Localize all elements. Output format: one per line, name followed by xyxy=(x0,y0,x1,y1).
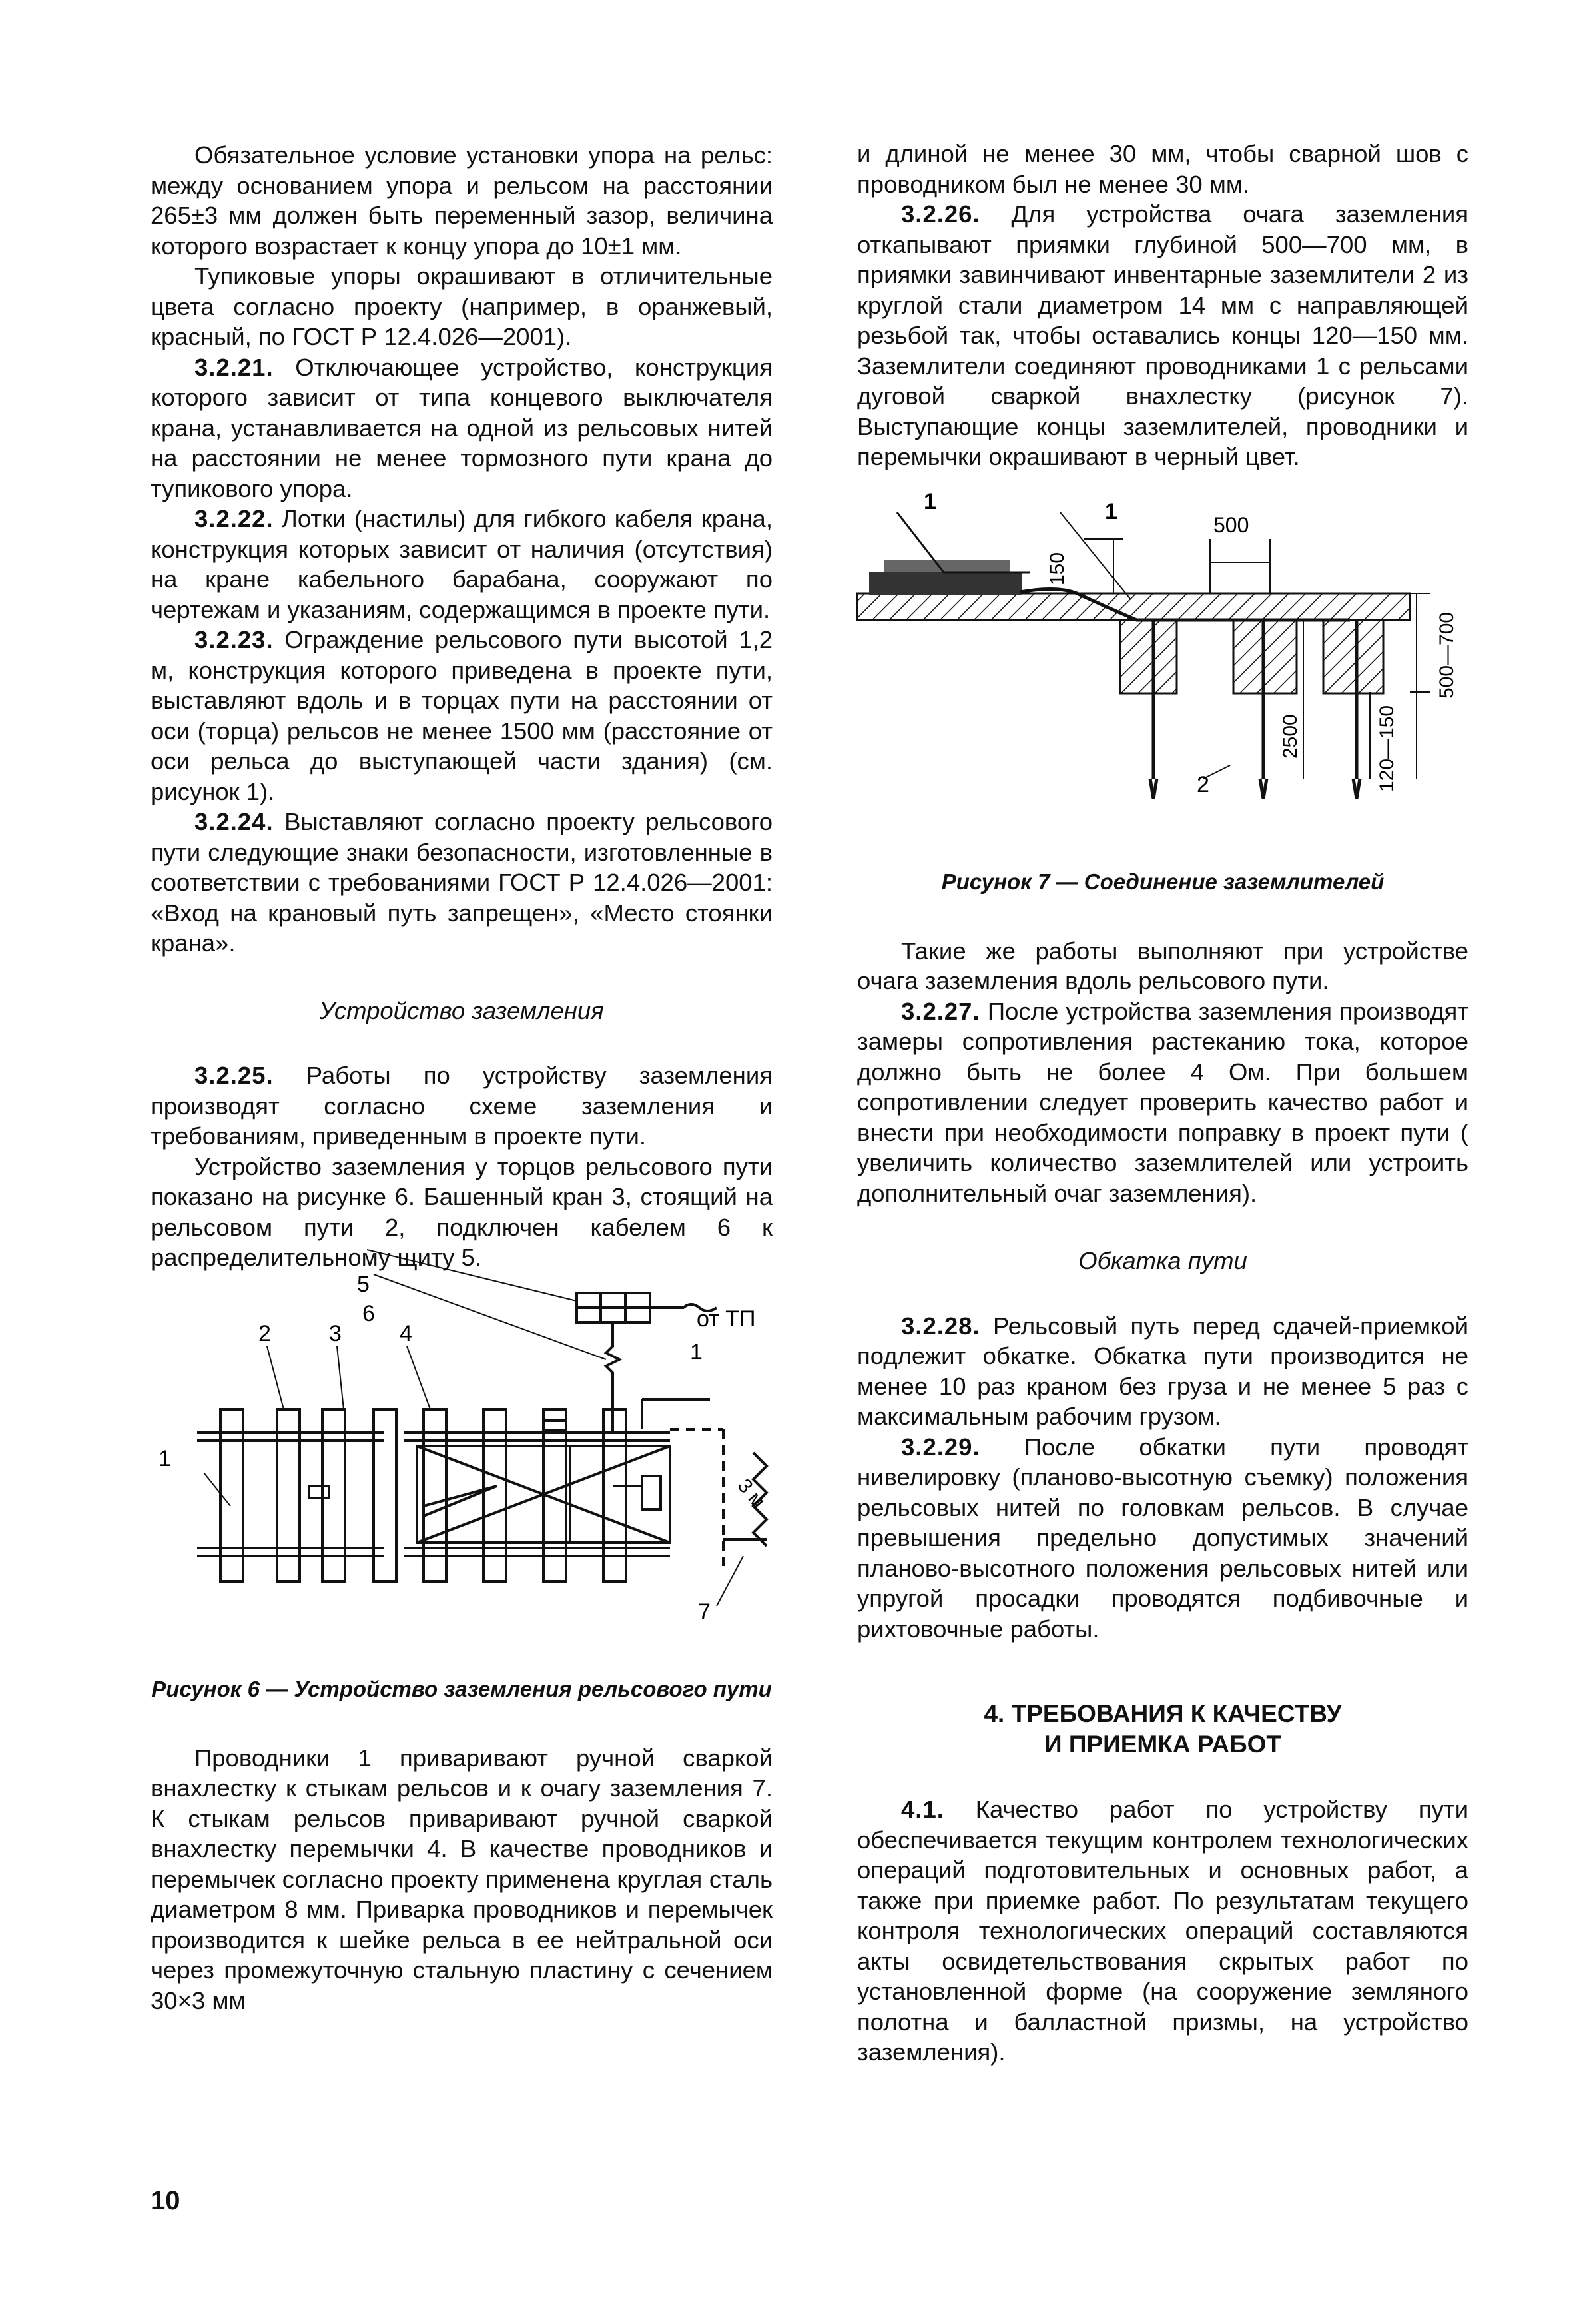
paragraph: и длиной не менее 30 мм, чтобы сварной шов с проводником был не менее 30 мм. xyxy=(857,140,1468,198)
figure-7-caption: Рисунок 7 — Соединение заземлителей xyxy=(941,869,1385,894)
subsection-heading: Устройство заземления xyxy=(319,996,604,1024)
paragraph xyxy=(857,996,1468,1209)
paragraph: Обязательное условие установки упора на рельс: между основанием упора и рельсом на расстоянии 265±3 мм должен быть переменный зазор, величина которого возрастает к концу упора до 10±1 мм. xyxy=(151,141,773,260)
paragraph-text: Отключающее устройство, конструкция которого зависит от типа концевого выключателя крана, устанавливается на одной из рельсовых нитей на расстоянии не менее тормозного пути крана до тупикового упора. xyxy=(151,353,773,502)
paragraph-text: После обкатки пути проводят нивелировку (планово-высотную съемку) положения рельсовых нитей по головкам рельсов. В случае превышения предельно допустимых значений планово-высотного положения рельсовых нитей или упругой просадки проводятся подбивочные и рихтовочные работы. xyxy=(857,1433,1468,1643)
right-column xyxy=(857,139,1468,2068)
paragraph xyxy=(151,807,773,959)
paragraph xyxy=(857,1794,1468,2068)
paragraph: Устройство заземления у торцов рельсового пути показано на рисунке 6. Башенный кран 3, стоящий на рельсовом пути 2, подключен кабелем 6 к распределительному щиту 5. xyxy=(151,1152,773,1271)
fig7-dim-150: 150 xyxy=(1046,552,1068,585)
fig6-from-tp: от ТП xyxy=(697,1306,756,1332)
fig6-label-7: 7 xyxy=(698,1599,711,1625)
paragraph-text: Работы по устройству заземления производят согласно схеме заземления и требованиям, приведенным в проекте пути. xyxy=(151,1062,773,1150)
paragraph xyxy=(857,1432,1468,1645)
paragraph: Тупиковые упоры окрашивают в отличительные цвета согласно проекту (например, в оранжевый, красный, по ГОСТ Р 12.4.026—2001). xyxy=(151,262,773,350)
paragraph-text: Ограждение рельсового пути высотой 1,2 м, конструкция которого приведена в проекте пути, выставляют вдоль и в торцах пути на расстоянии от оси (торца) рельсов не менее 1500 мм (расстояние от оси рельса до выступающей части здания) (см. рисунок 1). xyxy=(151,626,773,805)
paragraph-text: Рельсовый путь перед сдачей-приемкой подлежит обкатке. Обкатка пути производится не менее 10 раз краном без груза и не менее 5 раз с максимальным рабочим грузом. xyxy=(857,1312,1468,1430)
section-heading: 4. ТРЕБОВАНИЯ К КАЧЕСТВУ И ПРИЕМКА РАБОТ xyxy=(984,1700,1342,1758)
paragraph-text: Выставляют согласно проекту рельсового пути следующие знаки безопасности, изготовленные в соответствии с требованиями ГОСТ Р 12.4.026—2001: «Вход на крановый путь запрещен», «Место стоянки крана». xyxy=(151,808,773,957)
clause-number: 3.2.25. xyxy=(194,1062,274,1089)
clause-number: 3.2.28. xyxy=(901,1312,980,1340)
fig7-dim-500-700: 500—700 xyxy=(1436,611,1458,699)
paragraph xyxy=(151,625,773,807)
clause-number: 4.1. xyxy=(901,1796,944,1823)
fig6-label-3: 3 xyxy=(329,1320,342,1346)
paragraph xyxy=(857,199,1468,472)
clause-number: 3.2.27. xyxy=(901,997,980,1025)
subsection-heading: Обкатка пути xyxy=(1078,1247,1247,1274)
fig7-dim-500: 500 xyxy=(1213,512,1249,537)
paragraph xyxy=(151,504,773,625)
clause-number: 3.2.23. xyxy=(194,626,274,653)
fig6-label-1-left: 1 xyxy=(159,1445,171,1471)
fig6-label-2: 2 xyxy=(258,1320,271,1346)
clause-number: 3.2.22. xyxy=(194,505,274,532)
figure-6-drawing xyxy=(151,1271,773,1659)
fig6-label-4: 4 xyxy=(400,1320,412,1346)
page-number: 10 xyxy=(151,2186,180,2215)
fig6-label-1-right: 1 xyxy=(690,1339,703,1365)
paragraph xyxy=(151,352,773,504)
figure-6-caption: Рисунок 6 — Устройство заземления рельсового пути xyxy=(151,1676,772,1701)
fig7-label-1-right: 1 xyxy=(1105,498,1117,524)
fig6-dimension: 3 м xyxy=(733,1474,770,1512)
paragraph xyxy=(857,1311,1468,1432)
figure-7-drawing xyxy=(857,488,1468,852)
fig6-label-6: 6 xyxy=(362,1300,375,1326)
clause-number: 3.2.29. xyxy=(901,1433,980,1461)
fig6-label-5: 5 xyxy=(357,1271,370,1297)
fig7-dim-120-150: 120—150 xyxy=(1376,705,1398,792)
left-column xyxy=(151,140,773,2016)
paragraph: Проводники 1 приваривают ручной сваркой внахлестку к стыкам рельсов и к очагу заземления 7. К стыкам рельсов приваривают ручной сваркой внахлестку перемычки 4. В качестве проводников и перемычек согласно проекту применена круглая сталь диаметром 8 мм. Приварка проводников и перемычек производится к шейке рельса в ее нейтральной оси через промежуточную стальную пластину с сечением 30×3 мм xyxy=(151,1744,773,2014)
fig7-dim-2500: 2500 xyxy=(1279,713,1301,759)
clause-number: 3.2.26. xyxy=(901,200,980,228)
clause-number: 3.2.24. xyxy=(194,808,274,835)
fig7-label-2: 2 xyxy=(1197,771,1209,797)
clause-number: 3.2.21. xyxy=(194,353,274,381)
paragraph xyxy=(151,1060,773,1152)
paragraph: Такие же работы выполняют при устройстве очага заземления вдоль рельсового пути. xyxy=(857,937,1468,994)
paragraph-text: После устройства заземления производят замеры сопротивления растеканию тока, которое должно быть не более 4 Ом. При большем сопротивлении следует проверить качество работ и внести при необходимости поправку в проект пути ( увеличить количество заземлителей или устроить дополнительный очаг заземления). xyxy=(857,997,1468,1207)
paragraph-text: Лотки (настилы) для гибкого кабеля крана, конструкция которых зависит от наличия (отсутствия) на кране кабельного барабана, сооружают по чертежам и указаниям, содержащимся в проекте пути. xyxy=(151,505,773,623)
paragraph-text: Качество работ по устройству пути обеспечивается текущим контролем технологических операций подготовительных и основных работ, а также при приемке работ. По результатам текущего контроля технологических операций составляются акты освидетельствования скрытых работ по установленной форме (на сооружение земляного полотна и балластной призмы, на устройство заземления). xyxy=(857,1796,1468,2066)
paragraph-text: Для устройства очага заземления откапывают приямки глубиной 500—700 мм, в приямки завинчивают инвентарные заземлители 2 из круглой стали диаметром 14 мм с направляющей резьбой так, чтобы оставались концы 120—150 мм. Заземлители соединяют проводниками 1 с рельсами дуговой сваркой внахлестку (рисунок 7). Выступающие концы заземлителей, проводники и перемычки окрашивают в черный цвет. xyxy=(857,200,1468,470)
fig7-label-1-left: 1 xyxy=(924,488,936,514)
